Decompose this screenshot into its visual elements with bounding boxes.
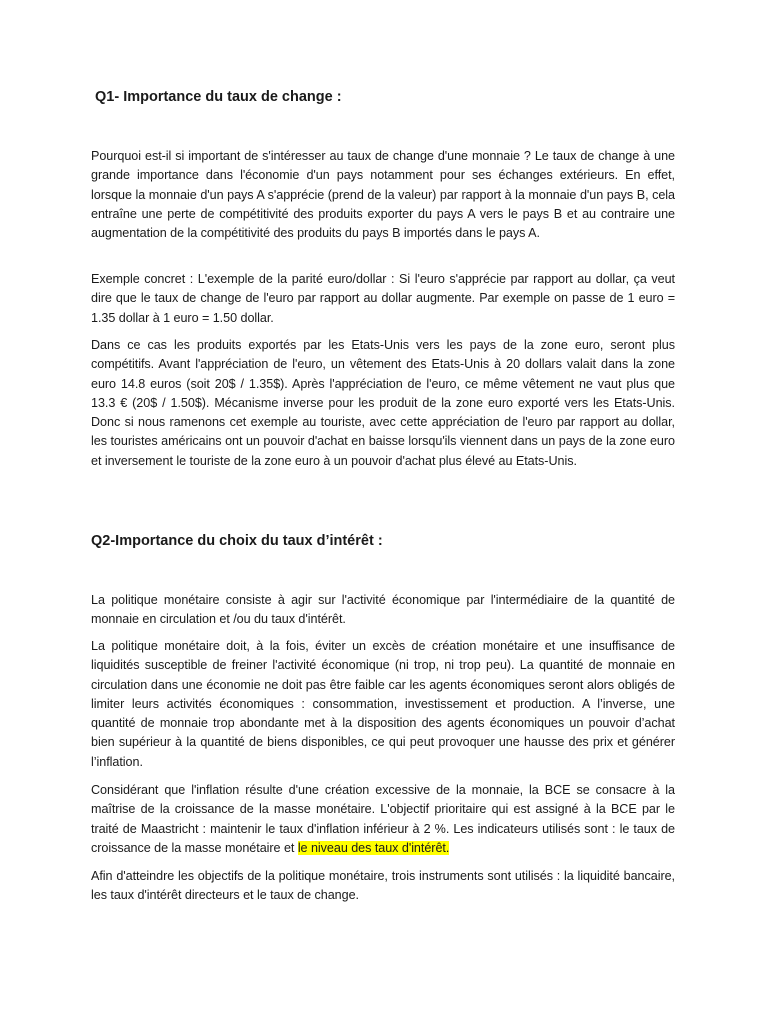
- paragraph-bce-inflation: [91, 781, 675, 858]
- paragraph-exchange-rate-importance: Pourquoi est-il si important de s'intéresser au taux de change d'une monnaie ? Le taux de change à une grande importance dans l'économie d'un pays notamment pour ses échanges extérieurs. En effet, lorsque la monnaie d'un pays A s'apprécie (prend de la valeur) par rapport à la monnaie d'un pays B, cela entraîne une perte de compétitivité des produits exporter du pays A vers le pays B et au contraire une augmentation de la compétitivité des produits du pays B importés dans le pays A.: [91, 149, 675, 241]
- paragraph-euro-dollar-example: Exemple concret : L'exemple de la parité euro/dollar : Si l'euro s'apprécie par rapport au dollar, ça veut dire que le taux de change de l'euro par rapport au dollar augmente. Par exemple on passe de 1 euro = 1.35 dollar à 1 euro = 1.50 dollar.: [91, 272, 675, 325]
- paragraph-us-exports-tourists: Dans ce cas les produits exportés par les Etats-Unis vers les pays de la zone euro, seront plus compétitifs. Avant l'appréciation de l'euro, un vêtement des Etats-Unis à 20 dollars valait dans la zone euro 14.8 euros (soit 20$ / 1.35$). Après l'appréciation de l'euro, ce même vêtement ne vaut plus que 13.3 € (20$ / 1.50$). Mécanisme inverse pour les produit de la zone euro exporté vers les Etats-Unis. Donc si nous ramenons cet exemple au touriste, avec cette appréciation de l'euro par rapport au dollar, les touristes américains ont un pouvoir d'achat en baisse lorsqu'ils viennent dans un pays de la zone euro et inversement le touriste de la zone euro à un pouvoir d'achat plus élevé au Etats-Unis.: [91, 338, 675, 468]
- heading-q1-exchange-rate: Q1- Importance du taux de change :: [95, 89, 342, 105]
- paragraph-money-supply-balance: La politique monétaire doit, à la fois, éviter un excès de création monétaire et une insuffisance de liquidités susceptible de freiner l'activité économique (ni trop, ni trop peu). La quantité de monnaie en circulation dans une économie ne doit pas être faible car les agents économiques seront alors obligés de limiter leurs activités économiques : consommation, investissement et production. A l’inverse, une quantité de monnaie trop abondante met à la disposition des agents économiques un pouvoir d’achat bien supérieur à la quantité de biens disponibles, ce qui peut provoquer une hausse des prix et générer l’inflation.: [91, 639, 675, 769]
- paragraph-monetary-policy-definition: La politique monétaire consiste à agir sur l'activité économique par l'intermédiaire de la quantité de monnaie en circulation et /ou du taux d'intérêt.: [91, 593, 675, 627]
- highlighted-interest-rate-level: le niveau des taux d'intérêt.: [297, 840, 450, 855]
- heading-q2-interest-rate: Q2-Importance du choix du taux d’intérêt :: [91, 533, 383, 549]
- paragraph-policy-instruments: Afin d'atteindre les objectifs de la politique monétaire, trois instruments sont utilisés : la liquidité bancaire, les taux d'intérêt directeurs et le taux de change.: [91, 869, 675, 903]
- bce-inflation-text: Considérant que l'inflation résulte d'une création excessive de la monnaie, la BCE se consacre à la maîtrise de la croissance de la masse monétaire. L'objectif prioritaire qui est assigné à la BCE par le traité de Maastricht : maintenir le taux d'inflation inférieur à 2 %. Les indicateurs utilisés sont : le taux de croissance de la masse monétaire et: [91, 783, 675, 855]
